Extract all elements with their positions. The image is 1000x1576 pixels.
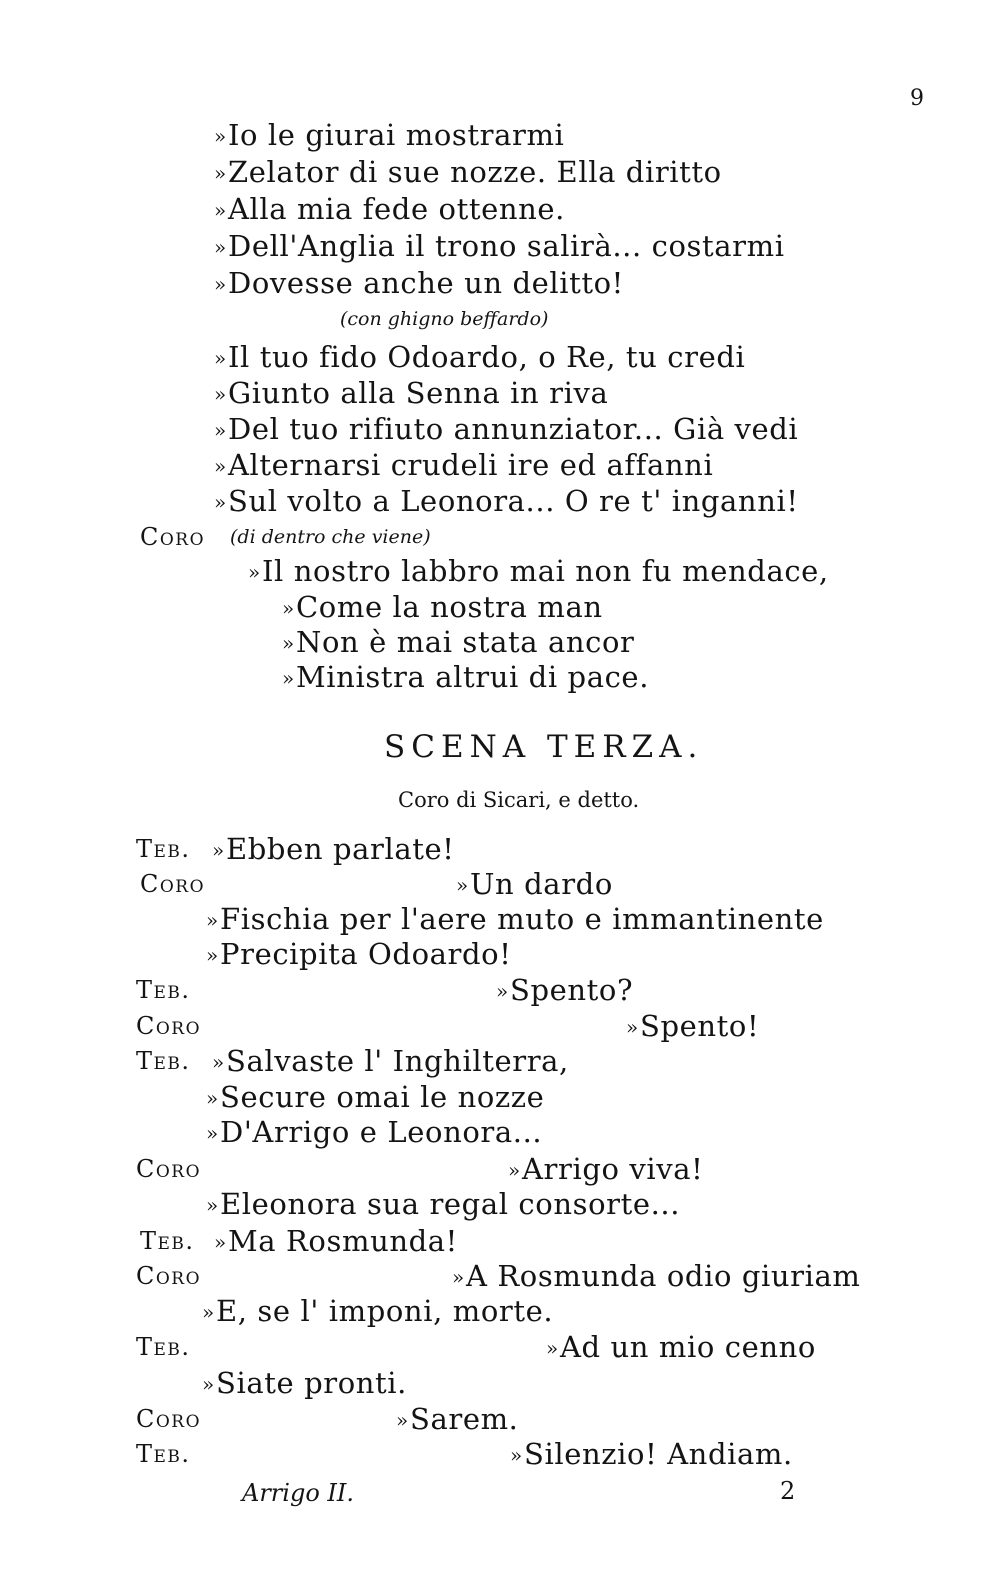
verse-marker: » (396, 1408, 409, 1432)
verse-marker: » (206, 1193, 219, 1217)
scene-subtitle: Coro di Sicari, e detto. (398, 788, 640, 812)
verse-marker: » (248, 560, 261, 584)
verse-marker: » (214, 490, 227, 514)
verse-marker: » (206, 943, 219, 967)
speaker-label: Coro (136, 1405, 202, 1433)
verse-text: Non è mai stata ancor (296, 625, 635, 659)
verse-line (214, 118, 564, 153)
verse-marker: » (206, 908, 219, 932)
verse-line (214, 448, 713, 483)
verse-marker: » (206, 1121, 219, 1145)
verse-marker: » (214, 418, 227, 442)
speaker-label: Coro (136, 1155, 202, 1183)
verse-marker: » (282, 631, 295, 655)
verse-text: Io le giurai mostrarmi (228, 118, 565, 152)
verse-marker: » (496, 979, 509, 1003)
verse-line (214, 192, 565, 227)
stage-direction: (con ghigno beffardo) (340, 308, 549, 330)
dialogue-line (206, 1115, 542, 1150)
verse-marker: » (214, 382, 227, 406)
verse-line (214, 229, 785, 264)
verse-line (282, 660, 649, 695)
verse-line (214, 340, 745, 375)
speaker-label: Teb. (136, 1333, 191, 1361)
dialogue-line (206, 902, 824, 937)
dialogue-line (206, 1080, 544, 1115)
speaker-label: Teb. (136, 1440, 191, 1468)
verse-marker: » (456, 873, 469, 897)
dialogue-line (510, 1437, 793, 1472)
dialogue-text: Precipita Odoardo! (220, 937, 512, 971)
dialogue-line (206, 937, 511, 972)
dialogue-line (212, 1044, 569, 1079)
dialogue-text: Spento! (640, 1009, 760, 1043)
verse-line (214, 484, 799, 519)
dialogue-line (202, 1366, 407, 1401)
verse-text: Alla mia fede ottenne. (228, 192, 565, 226)
speaker-label: Teb. (140, 1227, 195, 1255)
verse-marker: » (214, 454, 227, 478)
verse-marker: » (214, 161, 227, 185)
verse-text: Sul volto a Leonora... O re t' inganni! (228, 484, 799, 518)
dialogue-line (202, 1294, 553, 1329)
verse-marker: » (202, 1300, 215, 1324)
scene-title: SCENA TERZA. (384, 729, 704, 765)
speaker-label: Coro (136, 1012, 202, 1040)
verse-line (214, 376, 608, 411)
speaker-label: Teb. (136, 976, 191, 1004)
dialogue-text: E, se l' imponi, morte. (216, 1294, 554, 1328)
dialogue-text: Arrigo viva! (522, 1152, 704, 1186)
verse-marker: » (206, 1086, 219, 1110)
verse-marker: » (546, 1336, 559, 1360)
dialogue-text: Siate pronti. (216, 1366, 407, 1400)
dialogue-text: Ad un mio cenno (560, 1330, 816, 1364)
dialogue-line (626, 1009, 759, 1044)
dialogue-line (546, 1330, 816, 1365)
verse-line (214, 155, 722, 190)
verse-marker: » (212, 1050, 225, 1074)
dialogue-text: Silenzio! Andiam. (524, 1437, 793, 1471)
verse-text: Il tuo fido Odoardo, o Re, tu credi (228, 340, 746, 374)
dialogue-line (396, 1402, 519, 1437)
verse-line (248, 554, 829, 589)
verse-text: Alternarsi crudeli ire ed affanni (228, 448, 714, 482)
verse-text: Del tuo rifiuto annunziator... Già vedi (228, 412, 799, 446)
dialogue-line (206, 1187, 680, 1222)
verse-text: Il nostro labbro mai non fu mendace, (262, 554, 829, 588)
dialogue-text: A Rosmunda odio giuriam (466, 1259, 861, 1293)
verse-marker: » (212, 838, 225, 862)
verse-marker: » (452, 1265, 465, 1289)
verse-line (282, 590, 603, 625)
verse-marker: » (282, 666, 295, 690)
verse-marker: » (282, 596, 295, 620)
speaker-label: Coro (136, 1262, 202, 1290)
verse-text: Come la nostra man (296, 590, 603, 624)
dialogue-text: Ebben parlate! (226, 832, 455, 866)
verse-marker: » (214, 272, 227, 296)
dialogue-text: Secure omai le nozze (220, 1080, 545, 1114)
verse-marker: » (214, 1230, 227, 1254)
verse-line (282, 625, 635, 660)
dialogue-text: Eleonora sua regal consorte... (220, 1187, 681, 1221)
verse-text: Ministra altrui di pace. (296, 660, 650, 694)
footer-title: Arrigo II. (242, 1479, 354, 1507)
verse-line (214, 412, 798, 447)
speaker-label: Coro (140, 870, 206, 898)
verse-text: Dovesse anche un delitto! (228, 266, 624, 300)
dialogue-line (214, 1224, 458, 1259)
dialogue-line (456, 867, 613, 902)
dialogue-line (508, 1152, 703, 1187)
dialogue-text: Sarem. (410, 1402, 519, 1436)
verse-marker: » (202, 1372, 215, 1396)
stage-direction: (di dentro che viene) (230, 526, 431, 548)
dialogue-line (452, 1259, 860, 1294)
dialogue-text: Ma Rosmunda! (228, 1224, 458, 1258)
signature-mark: 2 (780, 1477, 796, 1505)
speaker-label: Coro (140, 523, 206, 551)
verse-marker: » (626, 1015, 639, 1039)
verse-marker: » (214, 124, 227, 148)
page-number: 9 (910, 86, 924, 111)
verse-marker: » (508, 1158, 521, 1182)
dialogue-text: Salvaste l' Inghilterra, (226, 1044, 569, 1078)
verse-marker: » (214, 198, 227, 222)
dialogue-text: Fischia per l'aere muto e immantinente (220, 902, 824, 936)
dialogue-text: Spento? (510, 973, 634, 1007)
verse-marker: » (510, 1443, 523, 1467)
verse-line (214, 266, 624, 301)
dialogue-line (212, 832, 455, 867)
verse-marker: » (214, 346, 227, 370)
verse-text: Zelator di sue nozze. Ella diritto (228, 155, 722, 189)
verse-marker: » (214, 235, 227, 259)
verse-text: Dell'Anglia il trono salirà... costarmi (228, 229, 785, 263)
dialogue-text: D'Arrigo e Leonora... (220, 1115, 543, 1149)
speaker-label: Teb. (136, 1047, 191, 1075)
verse-text: Giunto alla Senna in riva (228, 376, 609, 410)
dialogue-line (496, 973, 633, 1008)
speaker-label: Teb. (136, 835, 191, 863)
dialogue-text: Un dardo (470, 867, 613, 901)
